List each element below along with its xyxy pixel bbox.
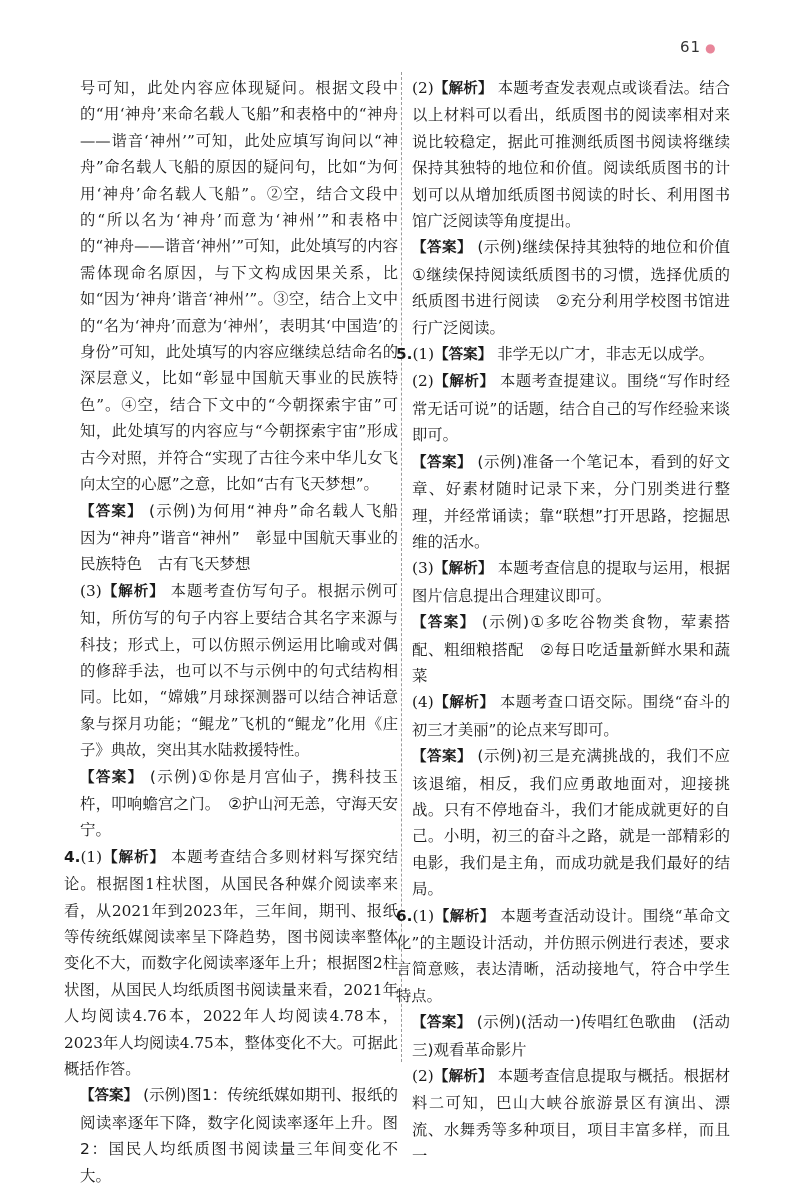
- analysis-paragraph: [412, 555, 730, 609]
- answer-tag: 【答案】: [412, 240, 472, 257]
- answer-tag: 【答案】: [412, 615, 476, 632]
- sub-question-number: (1): [412, 906, 435, 925]
- analysis-text: 本题考查活动设计。围绕“革命文化”的主题设计活动，并仿照示例进行表述，要求言简意赅，表达清晰，活动接地气，符合中学生特点。: [396, 906, 731, 1005]
- analysis-tag: 【解析】: [433, 81, 493, 97]
- answer-tag: 【答案】: [80, 503, 143, 520]
- right-column: [396, 75, 746, 1170]
- answer-paragraph: [80, 764, 398, 844]
- analysis-tag: 【解析】: [102, 849, 166, 866]
- analysis-text: 号可知，此处内容应体现疑问。根据文段中的“用‘神舟’来命名载人飞船”和表格中的“神舟——谐音‘神州’”可知，此处应填写询问以“神舟”命名载人飞船的原因的疑问句，比如“为何用‘神舟’命名载人飞船”。②空，结合文段中的“所以名为‘神舟’而意为‘神州’”和表格中的“神舟——谐音‘神州’”可知，此处填写的内容需体现命名原因，与下文构成因果关系，比如“因为‘神舟’谐音‘神州’”。③空，结合上文中的“名为‘神舟’而意为‘神州’，表明其‘中国造’的身份”可知，此处填写的内容应继续总结命名的深层意义，比如“彰显中国航天事业的民族特色”。④空，结合下文中的“今朝探索宇宙”可知，此处填写的内容应与“今朝探索宇宙”形成古今对照，并符合“实现了古往今来中华儿女飞向太空的心愿”之意，比如“古有飞天梦想”。: [80, 79, 398, 494]
- analysis-tag: 【解析】: [433, 695, 495, 712]
- answer-text: (示例)初三是充满挑战的，我们不应该退缩，相反，我们应勇敢地面对，迎接挑战。只有不停地奋斗，我们才能成就更好的自己。小明，初三的奋斗之路，就是一部精彩的电影，我们是主角，而成功就是我们最好的结局。: [412, 747, 730, 899]
- analysis-text: 本题考查仿写句子。根据示例可知，所仿写的句子内容上要结合其名字来源与科技；形式上，可以仿照示例运用比喻或对偶的修辞手法，也可以不与示例中的句式结构相同。比如，“嫦娥”月球探测器可以结合神话意象与探月功能；“鲲龙”飞机的“鲲龙”化用《庄子》典故，突出其水陆救援特性。: [80, 581, 398, 760]
- analysis-tag: 【解析】: [433, 374, 495, 391]
- answer-tag: 【答案】: [80, 769, 144, 786]
- answer-tag: 【答案】: [434, 347, 493, 364]
- sub-question-number: (1): [412, 345, 435, 364]
- analysis-tag: 【解析】: [433, 1069, 493, 1086]
- answer-tag: 【答案】: [80, 1088, 139, 1105]
- sub-question-number: (2): [412, 372, 434, 391]
- answer-paragraph: [412, 609, 730, 689]
- page-number: [680, 38, 717, 56]
- answer-paragraph: [412, 743, 730, 902]
- answer-text: 非学无以广才，非志无以成学。: [492, 345, 715, 364]
- answer-text: (示例)图1：传统纸媒如期刊、报纸的阅读率逐年下降，数字化阅读率逐年上升。图2：国民人均纸质图书阅读量三年间变化不大。: [80, 1086, 399, 1185]
- analysis-text: 本题考查信息提取与概括。根据材料二可知，巴山大峡谷旅游景区有演出、漂流、水舞秀等多种项目，项目丰富多样，而且一: [412, 1067, 730, 1166]
- sub-question-number: (2): [412, 79, 434, 97]
- analysis-paragraph: [80, 578, 398, 764]
- left-column: [64, 75, 414, 1189]
- sub-question-number: (3): [412, 559, 434, 578]
- page-dot-icon: ●: [705, 41, 717, 55]
- analysis-paragraph: [412, 689, 730, 743]
- answer-tag: 【答案】: [412, 1015, 472, 1032]
- analysis-paragraph: [80, 75, 398, 498]
- answer-paragraph: [80, 1082, 398, 1189]
- analysis-tag: 【解析】: [433, 561, 493, 578]
- answer-text: (示例)(活动一)传唱红色歌曲 (活动三)观看革命影片: [412, 1013, 731, 1059]
- question-number: 6.: [396, 906, 413, 925]
- sub-question-number: (4): [412, 693, 434, 712]
- analysis-text: 本题考查口语交际。围绕“奋斗的初三才美丽”的论点来写即可。: [412, 693, 730, 739]
- page-number-text: 61: [680, 38, 702, 56]
- question-number: 4.: [64, 847, 81, 866]
- analysis-tag: 【解析】: [101, 583, 165, 600]
- answer-tag: 【答案】: [412, 749, 472, 766]
- question-number: 5.: [396, 345, 413, 364]
- answer-text: (示例)继续保持其独特的地位和价值 ①继续保持阅读纸质图书的习惯，选择优质的纸质图书进行阅读 ②充分利用学校图书馆进行广泛阅读。: [412, 238, 746, 337]
- answer-paragraph: [80, 498, 414, 578]
- analysis-tag: 【解析】: [434, 908, 495, 925]
- sub-question-number: (3): [80, 581, 102, 600]
- analysis-paragraph: [412, 75, 730, 234]
- analysis-text: 本题考查信息的提取与运用，根据图片信息提出合理建议即可。: [412, 559, 730, 605]
- analysis-text: 本题考查发表观点或谈看法。结合以上材料可以看出，纸质图书的阅读率相对来说比较稳定，据此可推测纸质图书阅读将继续保持其独特的地位和价值。阅读纸质图书的计划可以从增加纸质图书阅读的时长、利用图书馆广泛阅读等角度提出。: [412, 79, 730, 231]
- answer-text: (示例)准备一个笔记本，看到的好文章、好素材随时记录下来，分门别类进行整理，并经常诵读；靠“联想”打开思路，挖掘思维的活水。: [412, 452, 730, 551]
- answer-text: (示例)为何用“神舟”命名载人飞船 因为“神舟”谐音“神州” 彰显中国航天事业的民族特色 古有飞天梦想: [80, 501, 414, 574]
- answer-paragraph: [412, 449, 730, 556]
- analysis-text: 本题考查提建议。围绕“写作时经常无话可说”的话题，结合自己的写作经验来谈即可。: [412, 372, 730, 445]
- analysis-paragraph: [412, 368, 730, 448]
- analysis-paragraph: [396, 903, 730, 1010]
- sub-question-number: (2): [412, 1067, 434, 1086]
- answer-paragraph: [396, 341, 730, 368]
- analysis-paragraph: [64, 844, 398, 1083]
- answer-text: (示例)①你是月宫仙子，携科技玉杵，叩响蟾宫之门。 ②护山河无恙，守海天安宁。: [80, 767, 398, 840]
- answer-text: (示例)①多吃谷物类食物，荤素搭配、粗细粮搭配 ②每日吃适量新鲜水果和蔬菜: [412, 613, 730, 685]
- answer-tag: 【答案】: [412, 454, 472, 471]
- answer-paragraph: [412, 234, 746, 341]
- analysis-paragraph: [412, 1063, 730, 1170]
- answer-paragraph: [412, 1009, 730, 1063]
- sub-question-number: (1): [80, 847, 103, 866]
- analysis-text: 本题考查结合多则材料写探究结论。根据图1柱状图，从国民各种媒介阅读率来看，从2021年到2023年，三年间，期刊、报纸等传统纸媒阅读率呈下降趋势，图书阅读率整体变化不大，而数字化阅读率逐年上升；根据图2柱状图，从国民人均纸质图书阅读量来看，2021年人均阅读4.76本，2022年人均阅读4.78本，2023年人均阅读4.75本，整体变化不大。可据此概括作答。: [64, 847, 399, 1079]
